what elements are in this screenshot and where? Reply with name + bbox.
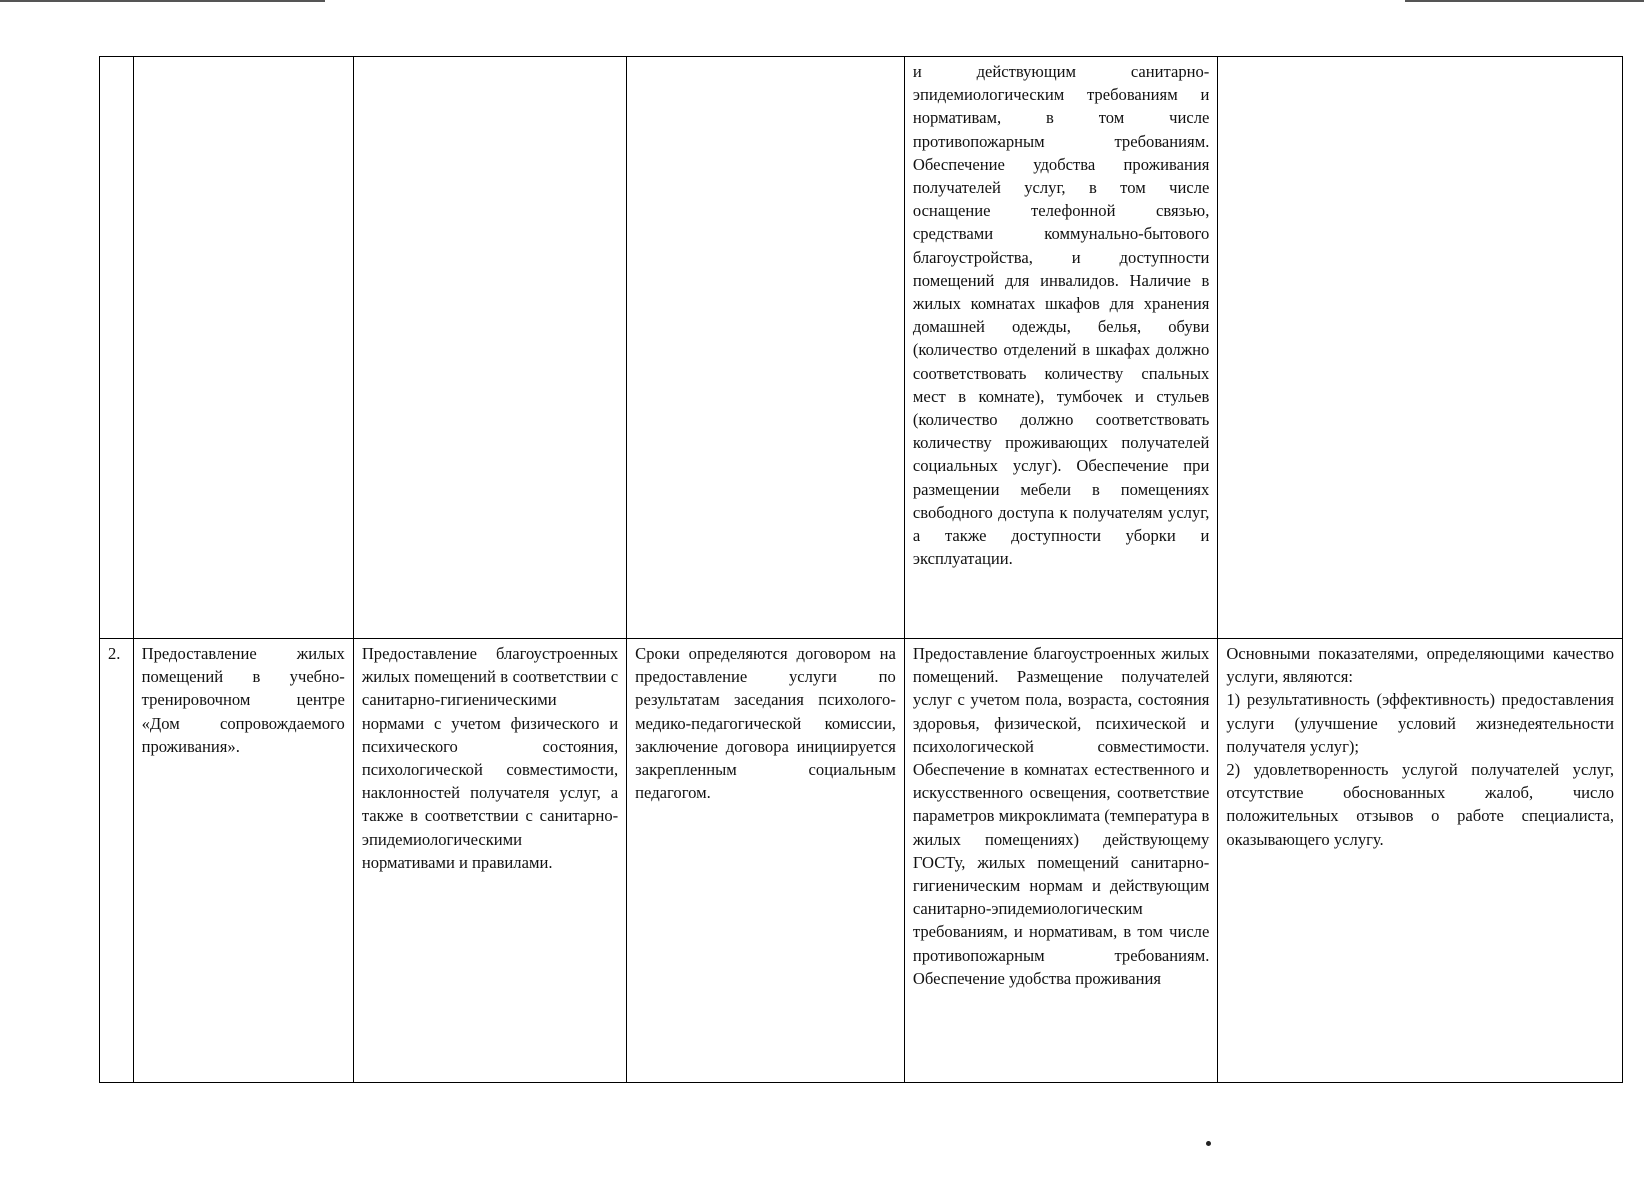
service-name-cell [133, 57, 353, 639]
service-name: Предоставление жилых помещений в учебно-тренировочном центре «Дом сопровождаемого проживания». [141, 644, 345, 756]
service-term: Сроки определяются договором на предоставление услуги по результатам заседания психолого-медико-педагогической комиссии, заключение договора инициируется закрепленным социальным педагогом. [635, 644, 896, 803]
quality-indicators-cell [1218, 57, 1623, 639]
service-description-cell [353, 57, 626, 639]
scan-speck [1206, 1141, 1211, 1146]
service-term-cell [627, 57, 905, 639]
service-term-cell [627, 639, 905, 1083]
quality-indicators-cell [1218, 639, 1623, 1083]
service-standard: Предоставление благоустроенных жилых помещений. Размещение получателей услуг с учетом пола, возраста, состояния здоровья, физической, психической и психологической совместимости. Обеспечение в комнатах естественного и искусственного освещения, соответствие параметров микроклимата (температура в жилых помещениях) действующему ГОСТу, жилых помещений санитарно-гигиеническим нормам и действующим санитарно-эпидемиологическим требованиям, и нормативам, в том числе противопожарным требованиям. Обеспечение удобства проживания [912, 644, 1210, 988]
scan-edge-right [1405, 0, 1644, 2]
table-row [100, 57, 1623, 639]
service-standard-cell [904, 639, 1217, 1083]
row-number: 2. [108, 644, 121, 663]
scan-edge-left [0, 0, 325, 2]
service-name-cell [133, 639, 353, 1083]
service-standard-cell [904, 57, 1217, 639]
quality-indicators: Основными показателями, определяющими качество услуги, являются: 1) результативность (эффективность) предоставления услуги (улучшение условий жизнедеятельности получателя услуг); 2) удовлетворенность услугой получателей услуг, отсутствие обоснованных жалоб, число положительных отзывов о работе специалиста, оказывающего услугу. [1226, 644, 1614, 849]
row-number-cell [100, 639, 134, 1083]
service-description: Предоставление благоустроенных жилых помещений в соответствии с санитарно-гигиеническими нормами с учетом физического и психического состояния, психологической совместимости, наклонностей получателя услуг, а также в соответствии с санитарно-эпидемиологическими нормативами и правилами. [361, 644, 619, 872]
table-row [100, 639, 1623, 1083]
service-standard: и действующим санитарно-эпидемиологическим требованиям и нормативам, в том числе противопожарным требованиям. Обеспечение удобства проживания получателей услуг, в том числе оснащение телефонной связью, средствами коммунально-бытового благоустройства, и доступности помещений для инвалидов. Наличие в жилых комнатах шкафов для хранения домашней одежды, белья, обуви (количество отделений в шкафах должно соответствовать количеству спальных мест в комнате), тумбочек и стульев (количество должно соответствовать количеству проживающих получателей социальных услуг). Обеспечение при размещении мебели в помещениях свободного доступа к получателям услуг, а также доступности уборки и эксплуатации. [912, 62, 1210, 569]
service-standards-table [99, 56, 1623, 1083]
service-description-cell [353, 639, 626, 1083]
row-number-cell [100, 57, 134, 639]
